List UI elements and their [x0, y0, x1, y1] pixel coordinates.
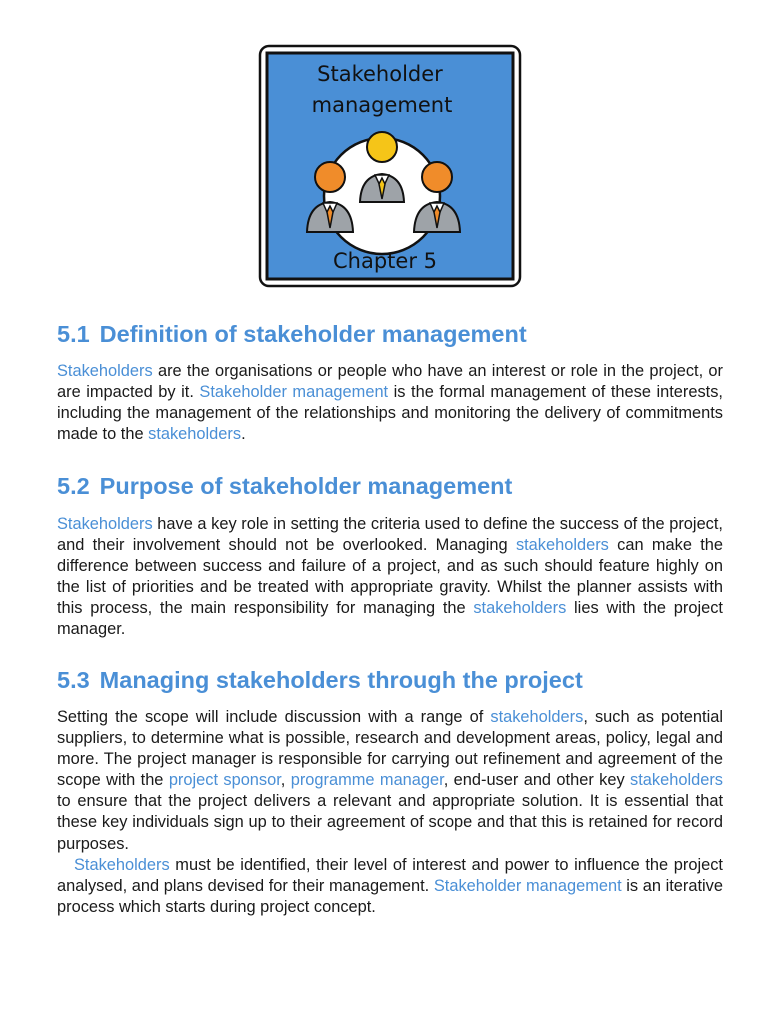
glossary-link[interactable]: Stakeholders [57, 362, 153, 380]
chapter-cover-illustration [258, 44, 522, 288]
paragraph-text: to ensure that the project delivers a relevant and appropriate solution. It is essential that these key individuals sign up to their agreement of scope and that this is retained for record purposes. [57, 792, 723, 853]
section-5-3-paragraph-2 [57, 855, 723, 918]
glossary-link[interactable]: project sponsor [168, 771, 281, 790]
glossary-link[interactable]: Stakeholder management [199, 383, 389, 402]
cover-title-line2: management [311, 93, 453, 117]
section-5-3-paragraph-1 [57, 707, 723, 855]
glossary-link[interactable]: stakeholders [148, 425, 242, 444]
glossary-link[interactable]: Stakeholder management [433, 876, 622, 895]
glossary-link[interactable]: stakeholders [515, 536, 609, 555]
section-5-2-paragraph [57, 514, 723, 641]
paragraph-text: must be identified, their level of interest and power to influence the project analysed, and plans devised for their management. [57, 855, 723, 895]
paragraph-text: . [241, 425, 246, 444]
glossary-link[interactable]: programme manager [290, 771, 444, 790]
section-number: 5.2 [57, 473, 90, 499]
section-title: Purpose of stakeholder management [99, 473, 513, 499]
section-heading-5-1 [57, 320, 723, 348]
cover-chapter-label: Chapter 5 [333, 249, 437, 273]
glossary-link[interactable]: Stakeholders [57, 515, 153, 533]
paragraph-text: is the formal management of these interests, including the management of the relationships and monitoring the delivery of commitments made to the [57, 383, 723, 444]
glossary-link[interactable]: Stakeholders [74, 855, 170, 874]
section-number: 5.3 [57, 667, 90, 693]
section-number: 5.1 [57, 321, 90, 347]
section-title: Definition of stakeholder management [99, 321, 527, 347]
paragraph-text: , such as potential suppliers, to determine what is possible, research and development areas, policy, legal and more. The project manager is responsible for carrying out refinement and agreement of the scope with the [57, 708, 723, 790]
paragraph-text: can make the difference between success and failure of a project, and as such should feature highly on the list of priorities and be treated with appropriate gravity. Whilst the planner assists with this process, the main responsibility for managing the [57, 536, 723, 618]
paragraph-text: , [280, 771, 291, 790]
paragraph-text: Setting the scope will include discussion with a range of [57, 708, 491, 726]
glossary-link[interactable]: stakeholders [473, 599, 567, 618]
section-title: Managing stakeholders through the project [99, 667, 583, 693]
paragraph-text: lies with the project manager. [57, 599, 723, 639]
paragraph-text: is an iterative process which starts during project concept. [57, 876, 723, 916]
glossary-link[interactable]: stakeholders [490, 708, 584, 726]
paragraph-text: , end-user and other key [443, 771, 631, 790]
section-heading-5-2 [57, 472, 723, 500]
section-heading-5-3 [57, 666, 723, 694]
section-5-3-body [57, 707, 723, 918]
glossary-link[interactable]: stakeholders [630, 771, 723, 790]
cover-title-line1: Stakeholder [317, 62, 443, 86]
paragraph-text: are the organisations or people who have an interest or role in the project, or are impacted by it. [57, 362, 723, 402]
section-5-1-paragraph [57, 361, 723, 445]
paragraph-text: have a key role in setting the criteria used to define the success of the project, and their involvement should not be overlooked. Managing [57, 515, 723, 555]
